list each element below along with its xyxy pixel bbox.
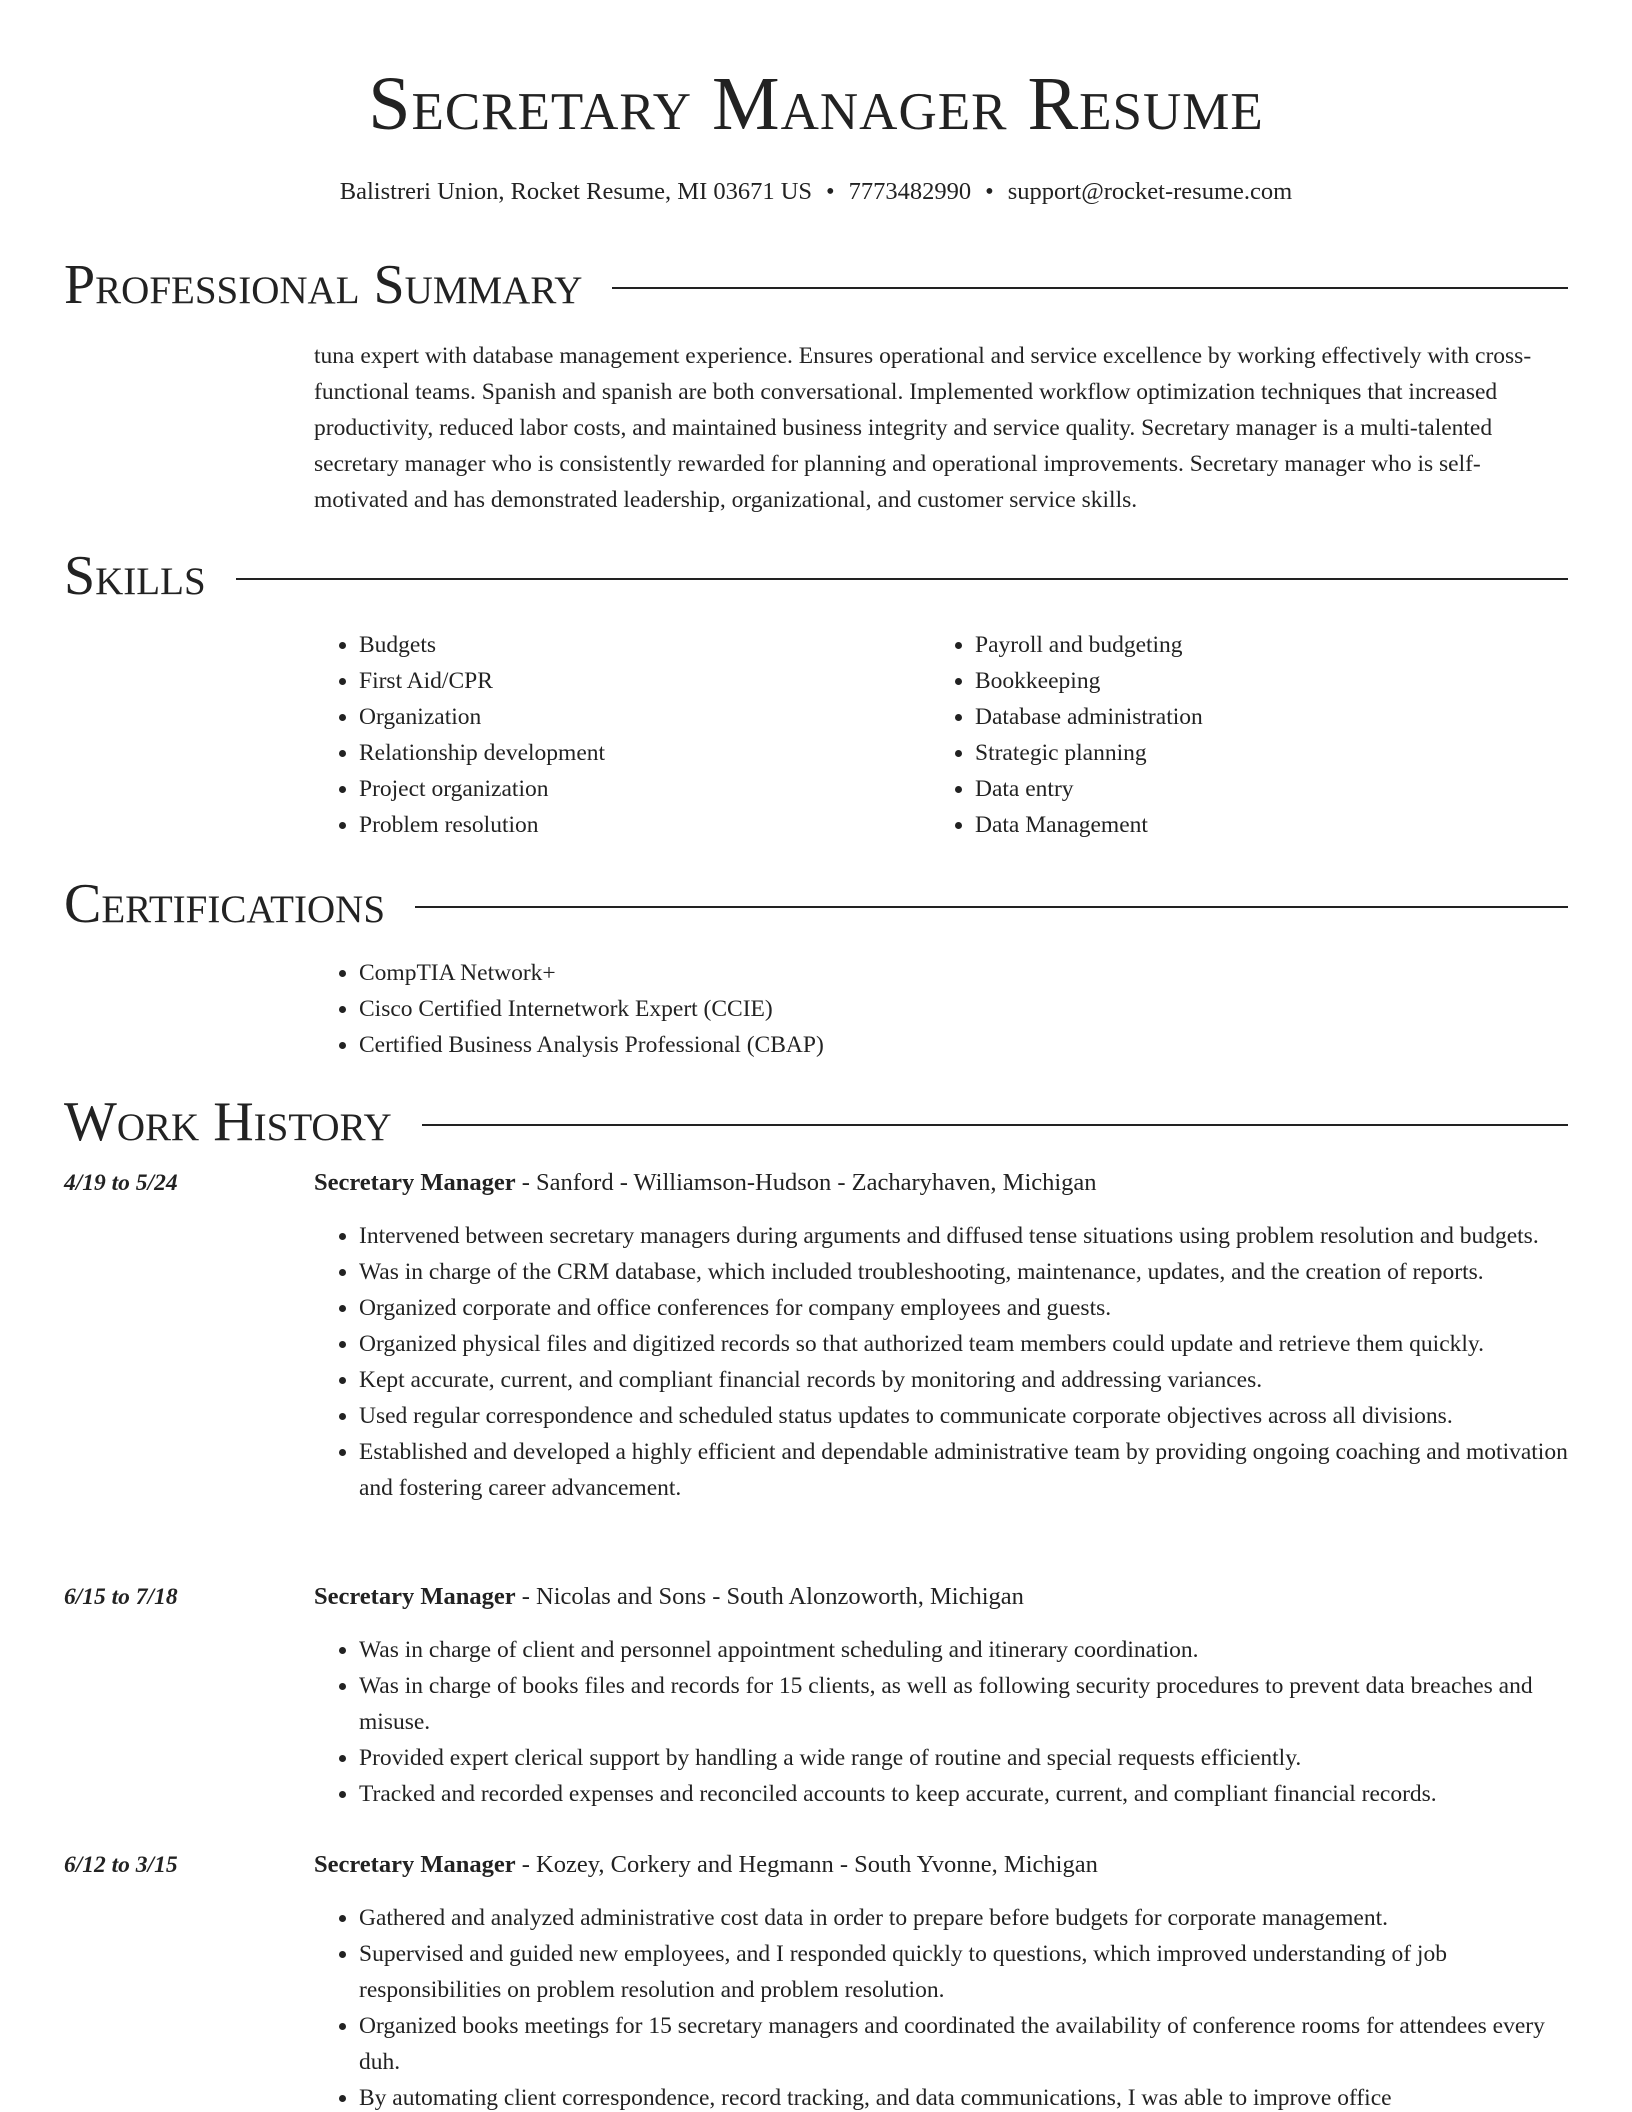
certification-item: • CompTIA Network+ — [359, 955, 824, 991]
skill-item: • Payroll and budgeting — [975, 627, 1510, 663]
contact-address: Balistreri Union, Rocket Resume, MI 03671 US — [339, 178, 813, 205]
job-bullet: • Intervened between secretary managers during arguments and diffused tense situations using problem resolution and budgets. — [359, 1218, 1568, 1254]
summary-text: tuna expert with database management experience. Ensures operational and service excellence by working effectively with cross-functional teams. Spanish and spanish are both conversational. Implemented workflow optimization techniques that increased productivity, reduced labor costs, and maintained business integrity and service quality. Secretary manager is a multi-talented secretary manager who is consistently rewarded for planning and operational improvements. Secretary manager who is self-motivated and has demonstrated leadership, organizational, and customer service skills. — [314, 343, 1532, 513]
job-bullet: • Established and developed a highly efficient and dependable administrative team by providing ongoing coaching and motivation and fostering career advancement. — [359, 1434, 1568, 1506]
job-bullet: • Supervised and guided new employees, and I responded quickly to questions, which improved understanding of job responsibilities on problem resolution and problem resolution. — [359, 1936, 1568, 2008]
contact-line — [0, 174, 1632, 210]
skills-list-left — [314, 627, 894, 843]
skill-item: • Relationship development — [359, 735, 894, 771]
summary-section-header — [64, 250, 1568, 320]
section-divider — [612, 287, 1568, 289]
section-divider — [422, 1124, 1568, 1126]
job-employer-location: - Sanford - Williamson-Hudson - Zacharyhaven, Michigan — [515, 1169, 1097, 1196]
section-divider — [415, 906, 1568, 908]
job-dates: 6/12 to 3/15 — [64, 1852, 178, 1878]
certifications-list — [314, 955, 824, 1063]
contact-separator: • — [826, 178, 835, 205]
job-title: Secretary Manager — [314, 1583, 516, 1610]
section-heading-summary: Professional Summary — [64, 254, 583, 316]
job-title-line — [314, 1165, 1568, 1201]
section-heading-skills: Skills — [64, 545, 206, 607]
contact-phone: 7773482990 — [848, 178, 972, 205]
job-bullets — [314, 1218, 1568, 1506]
skill-item: • First Aid/CPR — [359, 663, 894, 699]
certifications-block — [314, 955, 824, 1063]
job-bullet: • Provided expert clerical support by handling a wide range of routine and special requests efficiently. — [359, 1740, 1568, 1776]
job-dates: 4/19 to 5/24 — [64, 1170, 178, 1196]
skills-section-header — [64, 541, 1568, 611]
skill-item: • Data Management — [975, 807, 1510, 843]
skills-column-right — [930, 627, 1510, 843]
job-bullet: • Was in charge of the CRM database, which included troubleshooting, maintenance, updates, and the creation of reports. — [359, 1254, 1568, 1290]
job-title: Secretary Manager — [314, 1169, 516, 1196]
job-title: Secretary Manager — [314, 1851, 516, 1878]
skill-item: • Budgets — [359, 627, 894, 663]
job-bullet: • Organized physical files and digitized records so that authorized team members could update and retrieve them quickly. — [359, 1326, 1568, 1362]
job-title-line — [314, 1847, 1568, 1883]
skill-item: • Strategic planning — [975, 735, 1510, 771]
job-title-line — [314, 1579, 1568, 1615]
job-bullet: • Organized books meetings for 15 secretary managers and coordinated the availability of conference rooms for attendees every duh. — [359, 2008, 1568, 2080]
job-bullet: • Gathered and analyzed administrative cost data in order to prepare before budgets for corporate management. — [359, 1900, 1568, 1936]
work-history-section-header — [64, 1087, 1568, 1157]
contact-email: support@rocket-resume.com — [1007, 178, 1293, 205]
skill-item: • Organization — [359, 699, 894, 735]
skills-column-left — [314, 627, 894, 843]
contact-separator: • — [985, 178, 994, 205]
job-bullet: • Organized corporate and office conferences for company employees and guests. — [359, 1290, 1568, 1326]
job-bullets — [314, 1632, 1568, 1812]
job-employer-location: - Kozey, Corkery and Hegmann - South Yvonne, Michigan — [515, 1851, 1098, 1878]
certification-item: • Certified Business Analysis Professional (CBAP) — [359, 1027, 824, 1063]
job-bullet: • Was in charge of books files and records for 15 clients, as well as following security procedures to prevent data breaches and misuse. — [359, 1668, 1568, 1740]
skill-item: • Database administration — [975, 699, 1510, 735]
certification-item: • Cisco Certified Internetwork Expert (CCIE) — [359, 991, 824, 1027]
job-bullet: • Was in charge of client and personnel appointment scheduling and itinerary coordination. — [359, 1632, 1568, 1668]
section-divider — [236, 578, 1568, 580]
job-bullet: • Tracked and recorded expenses and reconciled accounts to keep accurate, current, and compliant financial records. — [359, 1776, 1568, 1812]
skill-item: • Data entry — [975, 771, 1510, 807]
job-bullets — [314, 1900, 1568, 2112]
resume-title: Secretary Manager Resume — [368, 62, 1264, 146]
skill-item: • Project organization — [359, 771, 894, 807]
section-heading-work-history: Work History — [64, 1091, 392, 1153]
section-heading-certifications: Certifications — [64, 873, 386, 935]
job-bullet: • By automating client correspondence, record tracking, and data communications, I was able to improve office — [359, 2080, 1568, 2112]
skill-item: • Bookkeeping — [975, 663, 1510, 699]
skill-item: • Problem resolution — [359, 807, 894, 843]
job-dates: 6/15 to 7/18 — [64, 1584, 178, 1610]
job-employer-location: - Nicolas and Sons - South Alonzoworth, Michigan — [515, 1583, 1024, 1610]
certifications-section-header — [64, 869, 1568, 939]
job-bullet: • Kept accurate, current, and compliant financial records by monitoring and addressing variances. — [359, 1362, 1568, 1398]
job-bullet: • Used regular correspondence and scheduled status updates to communicate corporate objectives across all divisions. — [359, 1398, 1568, 1434]
skills-list-right — [930, 627, 1510, 843]
